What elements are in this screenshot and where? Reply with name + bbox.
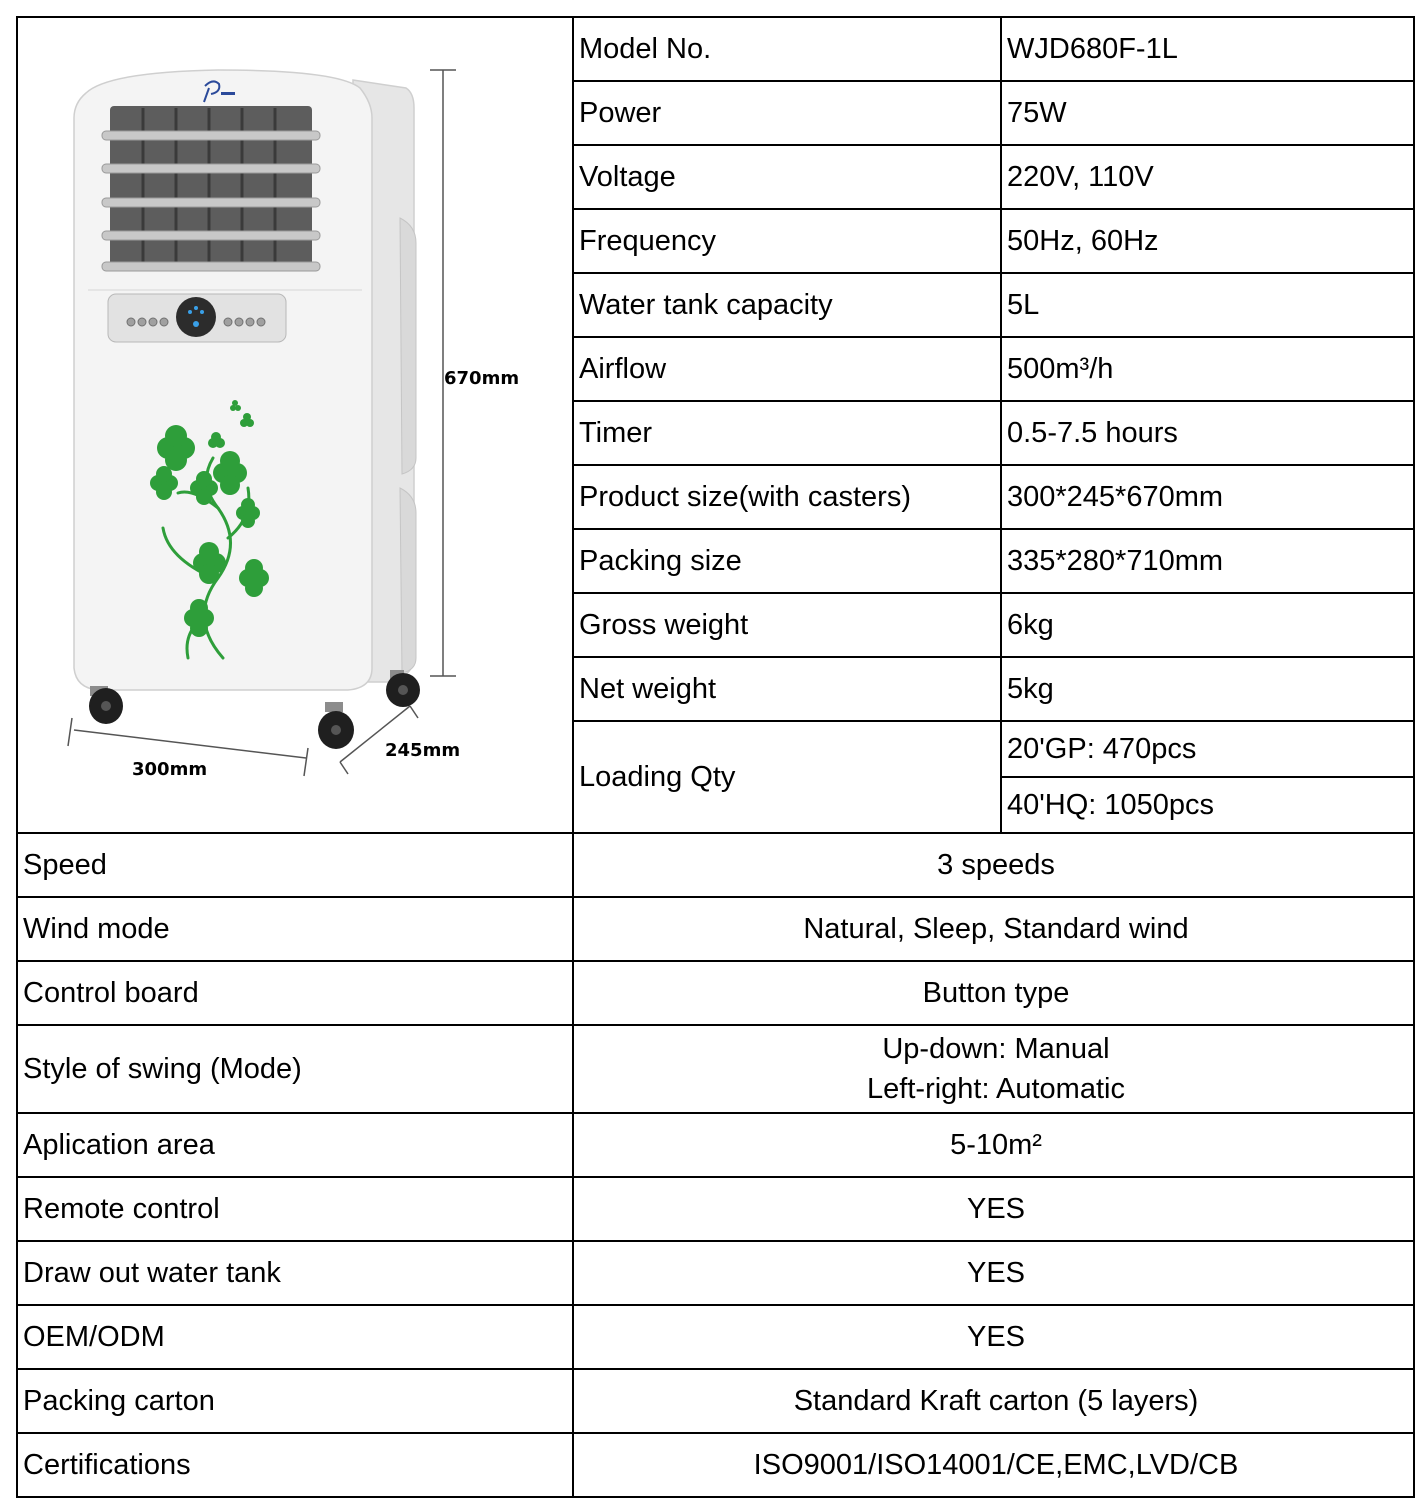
spec-value: ISO9001/ISO14001/CE,EMC,LVD/CB <box>573 1433 1414 1497</box>
spec-value-swing <box>573 1025 1414 1113</box>
spec-label: Wind mode <box>17 897 573 961</box>
spec-value: YES <box>573 1305 1414 1369</box>
spec-label: Certifications <box>17 1433 573 1497</box>
spec-label: Aplication area <box>17 1113 573 1177</box>
spec-label: Speed <box>17 833 573 897</box>
spec-value: YES <box>573 1177 1414 1241</box>
spec-value: 300*245*670mm <box>1001 465 1414 529</box>
control-display <box>176 297 216 337</box>
spec-label: Voltage <box>573 145 1001 209</box>
spec-value: 3 speeds <box>573 833 1414 897</box>
spec-label: Water tank capacity <box>573 273 1001 337</box>
spec-label: Timer <box>573 401 1001 465</box>
spec-value: Standard Kraft carton (5 layers) <box>573 1369 1414 1433</box>
spec-value: 500m³/h <box>1001 337 1414 401</box>
spec-value: 5-10m² <box>573 1113 1414 1177</box>
loading-qty-label: Loading Qty <box>573 721 1001 833</box>
cooler-side-grille <box>400 488 416 673</box>
spec-label: Control board <box>17 961 573 1025</box>
spec-value: 75W <box>1001 81 1414 145</box>
spec-label: Draw out water tank <box>17 1241 573 1305</box>
spec-value: 5L <box>1001 273 1414 337</box>
width-label: 300mm <box>132 759 208 780</box>
swing-updown: Up-down: Manual <box>882 1033 1110 1065</box>
product-image-cell <box>17 17 573 833</box>
spec-value: 335*280*710mm <box>1001 529 1414 593</box>
spec-label: OEM/ODM <box>17 1305 573 1369</box>
spec-label: Model No. <box>573 17 1001 81</box>
spec-value: YES <box>573 1241 1414 1305</box>
depth-label: 245mm <box>385 740 461 761</box>
loading-qty-40hq: 40'HQ: 1050pcs <box>1001 777 1414 833</box>
air-vent <box>110 106 312 268</box>
spec-value: 5kg <box>1001 657 1414 721</box>
spec-label: Product size(with casters) <box>573 465 1001 529</box>
spec-label: Remote control <box>17 1177 573 1241</box>
spec-label: Packing carton <box>17 1369 573 1433</box>
spec-label: Gross weight <box>573 593 1001 657</box>
spec-value: 6kg <box>1001 593 1414 657</box>
spec-label: Frequency <box>573 209 1001 273</box>
spec-table <box>16 16 1415 1498</box>
spec-label: Style of swing (Mode) <box>17 1025 573 1113</box>
spec-value: Button type <box>573 961 1414 1025</box>
spec-label: Airflow <box>573 337 1001 401</box>
height-label: 670mm <box>444 368 520 389</box>
spec-label: Power <box>573 81 1001 145</box>
air-cooler-product-image <box>18 18 573 832</box>
spec-value: Natural, Sleep, Standard wind <box>573 897 1414 961</box>
swing-leftright: Left-right: Automatic <box>867 1073 1125 1105</box>
spec-value: 0.5-7.5 hours <box>1001 401 1414 465</box>
cooler-side-grille <box>400 218 416 474</box>
spec-label: Net weight <box>573 657 1001 721</box>
spec-value: 220V, 110V <box>1001 145 1414 209</box>
loading-qty-20gp: 20'GP: 470pcs <box>1001 721 1414 777</box>
spec-value: 50Hz, 60Hz <box>1001 209 1414 273</box>
spec-label: Packing size <box>573 529 1001 593</box>
spec-value: WJD680F-1L <box>1001 17 1414 81</box>
